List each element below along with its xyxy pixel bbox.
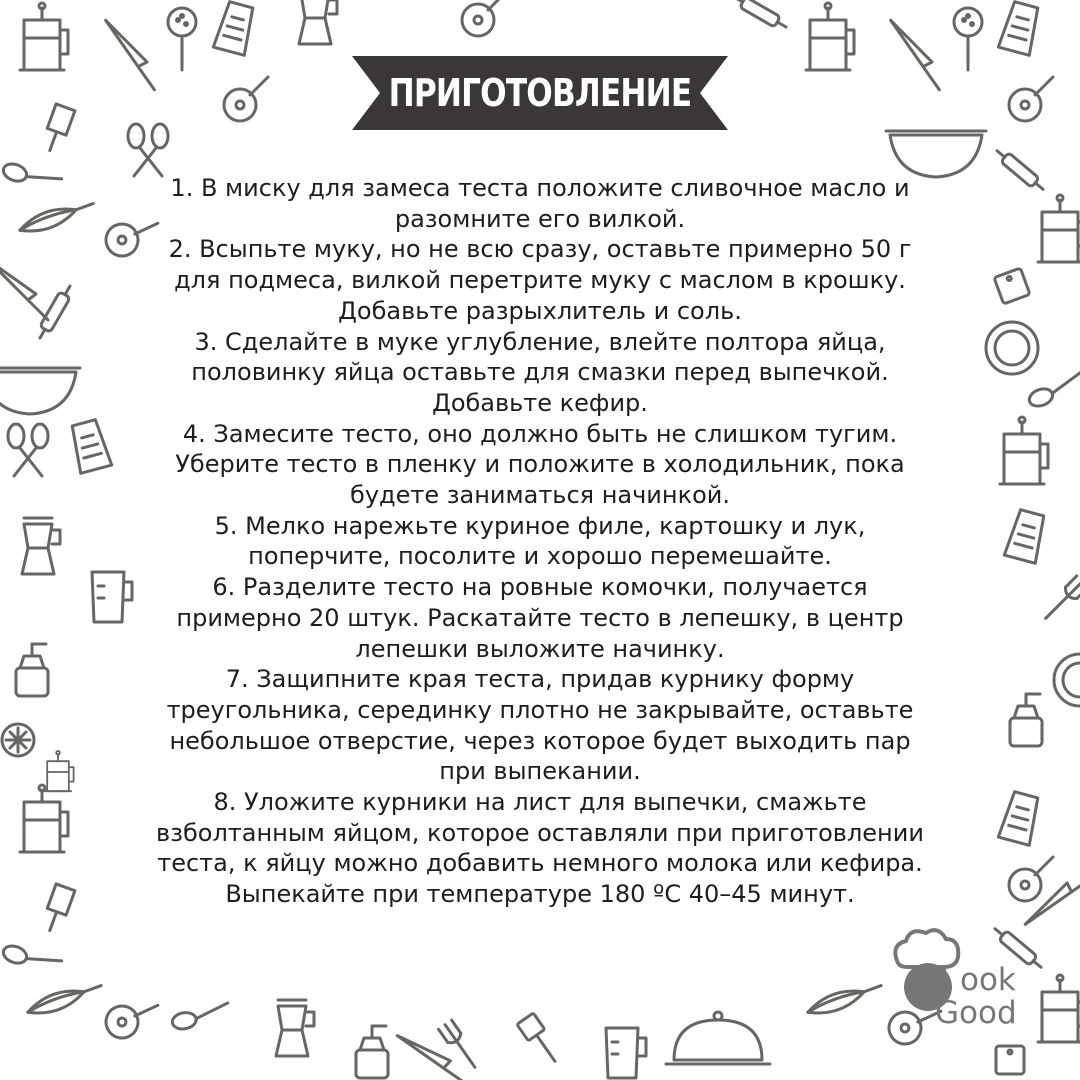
step-2: 2. Всыпьте муку, но не всю сразу, оставьте примерно 50 г для подмеса, вилкой перетрите муку с маслом в крошку. Добавьте разрыхлитель и соль. <box>168 235 912 325</box>
step-3: 3. Сделайте в муке углубление, влейте полтора яйца, половинку яйца оставьте для смазки перед выпечкой. Добавьте кефир. <box>191 327 889 417</box>
step-1: 1. В миску для замеса теста положите сливочное масло и разомните его вилкой. <box>170 174 910 233</box>
step-5: 5. Мелко нарежьте куриное филе, картошку и лук, поперчите, посолите и хорошо перемешайте. <box>214 511 866 571</box>
step-6: 6. Разделите тесто на ровные комочки, получается примерно 20 штук. Раскатайте тесто в лепешку, в центр лепешки выложите начинку. <box>176 573 904 663</box>
step-4: 4. Замесите тесто, оно должно быть не слишком тугим. Уберите тесто в пленку и положите в холодильник, пока будете заниматься начинкой. <box>175 419 905 510</box>
logo-text-good: Good <box>935 995 1017 1031</box>
step-8: 8. Уложите курники на лист для выпечки, смажьте взболтанным яйцом, которое оставляли при приготовлении теста, к яйцу можно добавить немного молока или кефира. Выпекайте при температуре 180 ºC 40–45 минут. <box>156 788 924 909</box>
right-border-icons <box>986 146 1080 1042</box>
left-border-icons <box>0 104 158 1047</box>
logo-text-cook: ook <box>960 962 1016 998</box>
page-title: ПРИГОТОВЛЕНИЕ <box>388 71 692 115</box>
step-7: 7. Защипните края теста, придав курнику форму треугольника, серединку плотно не закрывайте, оставьте небольшое отверстие, через которое будет выходить пар при выпекании. <box>166 665 914 786</box>
recipe-steps <box>150 173 930 910</box>
